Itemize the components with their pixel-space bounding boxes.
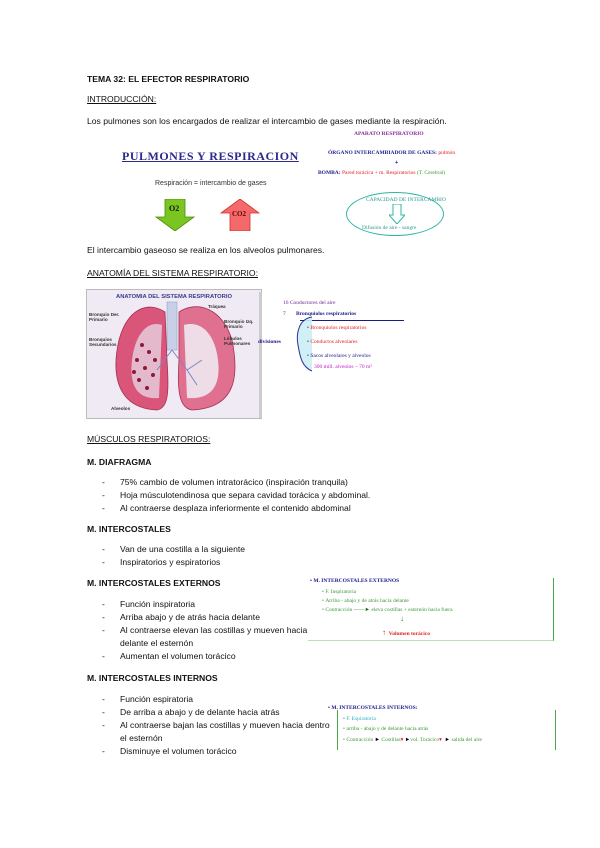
intercostales-title: M. INTERCOSTALES bbox=[87, 524, 171, 534]
internos-title: M. INTERCOSTALES INTERNOS bbox=[87, 673, 218, 683]
co2-up-arrow-icon bbox=[220, 199, 260, 231]
externos-fig-item-3: • Contracción ——► eleva costillas + esternón hacia fuera bbox=[322, 607, 453, 613]
diafragma-list bbox=[102, 476, 370, 515]
list-item: - Disminuye el volumen torácico bbox=[102, 745, 330, 758]
internos-figure-title: • M. INTERCOSTALES INTERNOS: bbox=[328, 705, 418, 711]
internos-fig-item-1: • F. Espiratoria bbox=[343, 716, 376, 722]
organo-label: ÓRGANO INTERCAMBIADOR DE GASES: bbox=[328, 150, 437, 156]
intro-closing: El intercambio gaseoso se realiza en los alveolos pulmonares. bbox=[87, 245, 325, 255]
list-item: - Inspiratorios y espiratorios bbox=[102, 556, 245, 569]
externos-title: M. INTERCOSTALES EXTERNOS bbox=[87, 578, 221, 588]
figure-pulmones-subtitle: Respiración = intercambio de gases bbox=[155, 180, 267, 187]
anatomy-image-title: ANATOMIA DEL SISTEMA RESPIRATORIO bbox=[116, 294, 232, 300]
divisiones-label: divisiones bbox=[258, 339, 281, 345]
ellipse-bottom-text: Difusión de aire - sangre bbox=[362, 225, 417, 231]
label-bronquio-izq: Bronquio Izq. Primario bbox=[224, 319, 254, 329]
plus-sign: + bbox=[395, 160, 399, 166]
list-item: - Función inspiratoria bbox=[102, 598, 325, 611]
o2-label: O2 bbox=[169, 204, 180, 213]
externos-result: ↑ Volumen torácico bbox=[382, 628, 430, 637]
intro-text: Los pulmones son los encargados de realizar el intercambio de gases mediante la respiración. bbox=[87, 116, 447, 126]
muscles-heading: MÚSCULOS RESPIRATORIOS: bbox=[87, 434, 211, 444]
list-item: - Arriba abajo y de atrás hacia delante bbox=[102, 611, 325, 624]
list-item: - Van de una costilla a la siguiente bbox=[102, 543, 245, 556]
lungs-illustration-icon bbox=[87, 290, 261, 418]
anatomy-image bbox=[86, 289, 262, 419]
externos-list bbox=[102, 598, 325, 663]
ellipse-top-text: CAPACIDAD DE INTERCAMBIO bbox=[366, 197, 446, 203]
list-item: - De arriba a abajo y de delante hacia atrás bbox=[102, 706, 330, 719]
internos-fig-chain: • Contracción ► Costillas▾ ►vol. Torácico▾ ► salida del aire bbox=[343, 737, 482, 743]
aparato-title: APARATO RESPIRATORIO bbox=[354, 131, 424, 137]
divider-line bbox=[259, 292, 262, 418]
intro-heading: INTRODUCCIÓN: bbox=[87, 94, 157, 104]
label-alveolos: Alveolos bbox=[111, 406, 131, 411]
list-item: - Al contraerse elevan las costillas y mueven hacia delante el esternón bbox=[102, 624, 325, 650]
anatomy-footer: 300 mill. alveolos – 70 m² bbox=[314, 364, 372, 370]
figure-pulmones-title: PULMONES Y RESPIRACION bbox=[122, 149, 299, 163]
anatomy-note-line1: 16 Conductores del aire bbox=[283, 300, 336, 306]
note-underline bbox=[300, 320, 404, 321]
externos-down-arrow-icon: ↓ bbox=[400, 614, 404, 623]
anatomy-note-line2: Bronquiolos respiratorios bbox=[296, 311, 357, 317]
organo-line bbox=[328, 150, 455, 156]
label-lobulos: Lóbulos Pulmonares bbox=[224, 336, 251, 346]
bomba-value: Pared torácica + m. Respiratorios bbox=[342, 170, 416, 176]
o2-down-arrow-icon bbox=[155, 199, 195, 231]
externos-figure-title: • M. INTERCOSTALES EXTERNOS bbox=[310, 578, 400, 584]
anatomy-note-num: 7 bbox=[283, 311, 286, 317]
diafragma-title: M. DIAFRAGMA bbox=[87, 457, 152, 467]
document-title: TEMA 32: EL EFECTOR RESPIRATORIO bbox=[87, 74, 250, 84]
list-item: - Al contraerse bajan las costillas y mueven hacia dentro el esternón bbox=[102, 719, 330, 745]
anatomy-heading: ANATOMÍA DEL SISTEMA RESPIRATORIO: bbox=[87, 268, 258, 278]
list-item: - Aumentan el volumen torácico bbox=[102, 650, 325, 663]
externos-fig-item-1: • F. Inspiratoria bbox=[322, 589, 357, 595]
bomba-note: (T. Cerebral) bbox=[416, 170, 446, 176]
internos-fig-item-2: • arriba - abajo y de delante hacia atrás bbox=[343, 726, 429, 732]
externos-fig-item-2: • Arriba - abajo y de atrás hacia delante bbox=[322, 598, 409, 604]
division-item-3: • Sacos alveolares y alveolos bbox=[307, 353, 371, 359]
division-item-1: • Bronquiolos respiratorios bbox=[307, 325, 367, 331]
label-traquea: Tráquea bbox=[208, 304, 226, 309]
bomba-line bbox=[318, 170, 445, 176]
intercostales-list bbox=[102, 543, 245, 569]
internos-list bbox=[102, 693, 330, 758]
co2-label: CO2 bbox=[232, 210, 246, 218]
bomba-label: BOMBA: bbox=[318, 170, 341, 176]
list-item: - Hoja músculotendinosa que separa cavidad torácica y abdominal. bbox=[102, 489, 370, 502]
label-bronquio-der: Bronquio Der. Primario bbox=[89, 312, 120, 322]
division-item-2: • Conductos alveolares bbox=[307, 339, 358, 345]
organo-value: pulmón bbox=[438, 150, 456, 156]
list-item: - Función espiratoria bbox=[102, 693, 330, 706]
list-item: - 75% cambio de volumen intratorácico (inspiración tranquila) bbox=[102, 476, 370, 489]
list-item: - Al contraerse desplaza inferiormente el contenido abdominal bbox=[102, 502, 370, 515]
label-bronquios-sec: Bronquios Secundarios bbox=[89, 337, 117, 347]
